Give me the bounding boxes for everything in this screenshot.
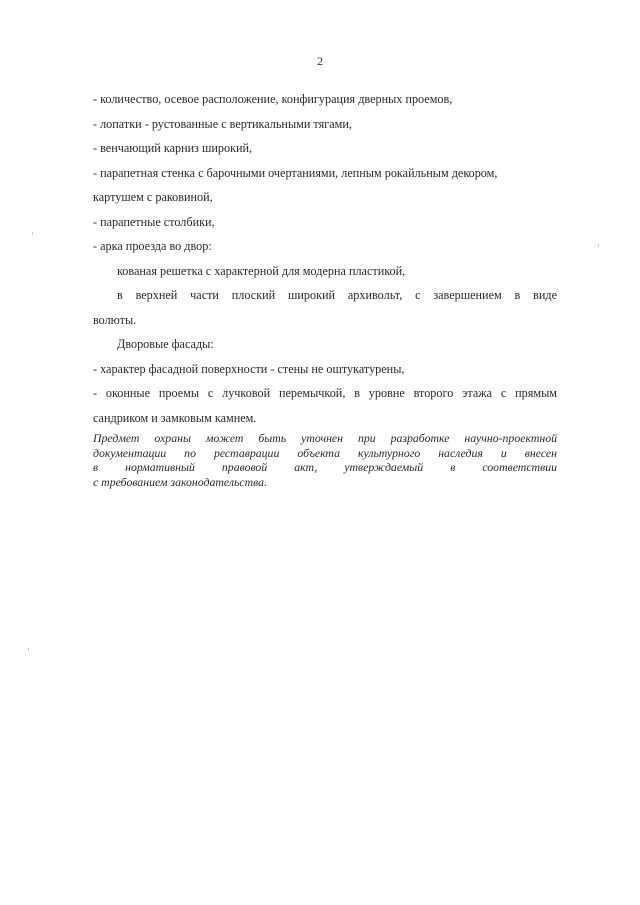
text-line: - лопатки - рустованные с вертикальными тягами, — [93, 116, 352, 131]
page-number: 2 — [317, 54, 323, 68]
scan-speck — [28, 648, 29, 651]
text-line: - парапетная стенка с барочными очертаниями, лепным рокайльным декором, — [93, 165, 498, 180]
note-line: с требованием законодательства. — [93, 474, 268, 489]
text-line: - характер фасадной поверхности - стены не оштукатурены, — [93, 361, 405, 376]
protection-note — [93, 431, 557, 489]
text-line: - арка проезда во двор: — [93, 239, 212, 253]
text-line: сандриком и замковым камнем. — [93, 410, 257, 425]
text-line: картушем с раковиной, — [93, 190, 213, 204]
text-line: в верхней части плоский широкий архивольт, с завершением в виде — [117, 288, 557, 302]
text-line: кованая решетка с характерной для модерна пластикой, — [117, 263, 406, 278]
text-line: - венчающий карниз широкий, — [93, 141, 253, 155]
scan-speck — [598, 244, 599, 247]
text-line: - парапетные столбики, — [93, 214, 215, 229]
text-line: - количество, осевое расположение, конфигурация дверных проемов, — [93, 92, 453, 106]
scan-speck — [32, 232, 33, 235]
note-line: Предмет охраны может быть уточнен при разработке научно-проектной — [93, 431, 557, 445]
text-line: - оконные проемы с лучковой перемычкой, в уровне второго этажа с прямым — [93, 386, 557, 400]
note-line: в нормативный правовой акт, утверждаемый в соответствии — [93, 460, 557, 474]
note-line: документации по реставрации объекта культурного наследия и внесен — [93, 445, 557, 460]
document-body — [93, 87, 557, 430]
text-line: волюты. — [93, 312, 137, 327]
section-heading: Дворовые фасады: — [117, 337, 214, 351]
